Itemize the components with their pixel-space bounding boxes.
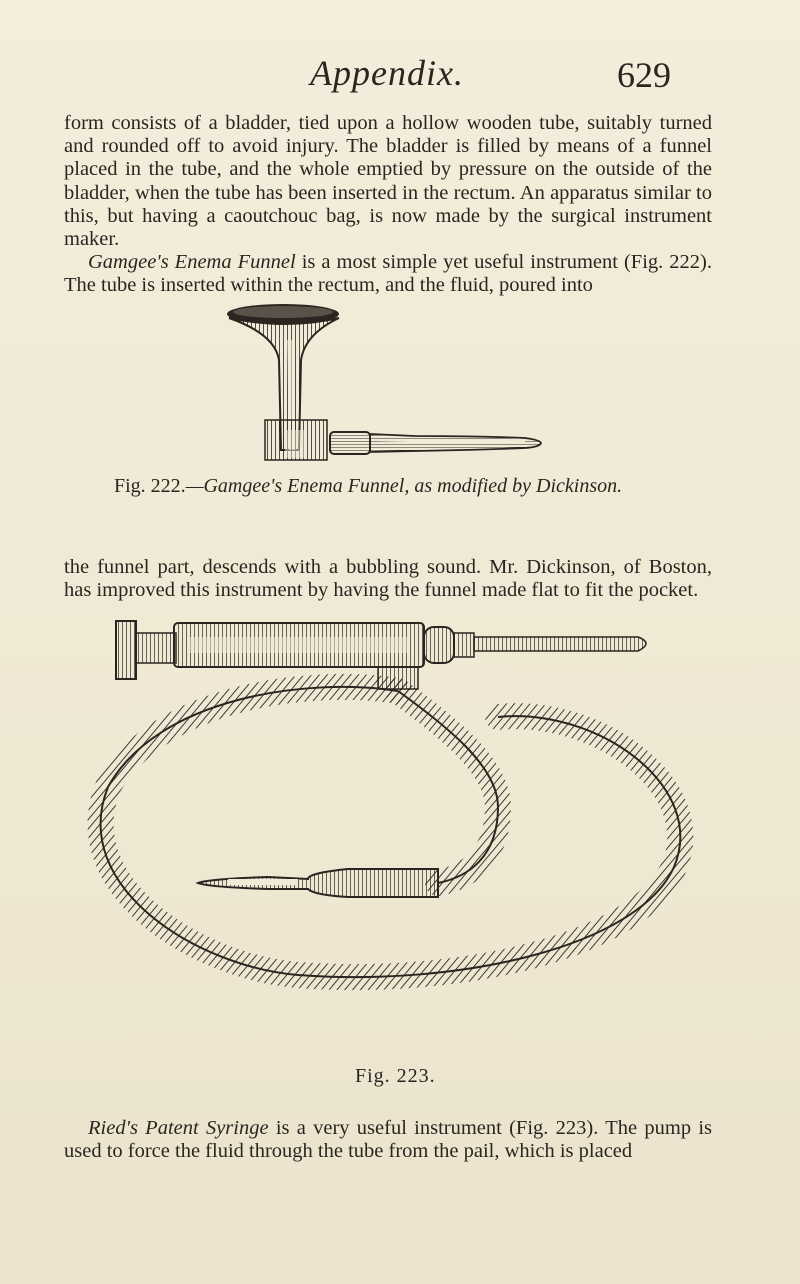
running-head-title: Appendix. bbox=[310, 53, 464, 93]
ried-syringe-term: Ried's Patent Syringe bbox=[88, 1117, 269, 1139]
paragraph-text: the funnel part, descends with a bubbling sound. Mr. Dickinson, of Boston, has improved this instrument by having the funnel made flat to fit the pocket. bbox=[64, 556, 712, 602]
paragraph-text: is a very useful instrument (Fig. 223). The pump is used to force the fluid through the tube from the pail, which is placed bbox=[64, 1117, 712, 1163]
enema-funnel-illustration bbox=[215, 300, 560, 472]
figure-222-title: —Gamgee's Enema Funnel, as modified by Dickinson. bbox=[185, 475, 623, 497]
syringe-illustration bbox=[78, 607, 698, 1055]
paragraph-funnel-use bbox=[64, 556, 712, 602]
figure-222-label: Fig. 222. bbox=[114, 475, 186, 497]
paragraph-bladder-enema bbox=[64, 112, 712, 298]
running-head bbox=[0, 52, 800, 102]
page-number: 629 bbox=[617, 55, 671, 95]
figure-222-caption bbox=[114, 475, 622, 498]
paragraph-ried-syringe bbox=[64, 1117, 712, 1163]
paragraph-text: form consists of a bladder, tied upon a hollow wooden tube, suitably turned and rounded off to avoid injury. The bladder is filled by means of a funnel placed in the tube, and the whole emptied by pressure on the outside of the bladder, when the tube has been inserted in the rectum. An apparatus similar to this, but having a caoutchouc bag, is now made by the surgical instrument maker. bbox=[64, 112, 712, 251]
paragraph-text-cont: is a most simple yet useful instrument (Fig. 222). The tube is inserted within the rectum, and the fluid, poured into bbox=[64, 251, 712, 297]
gamgee-funnel-term: Gamgee's Enema Funnel bbox=[88, 251, 296, 274]
figure-223-caption: Fig. 223. bbox=[355, 1065, 436, 1087]
